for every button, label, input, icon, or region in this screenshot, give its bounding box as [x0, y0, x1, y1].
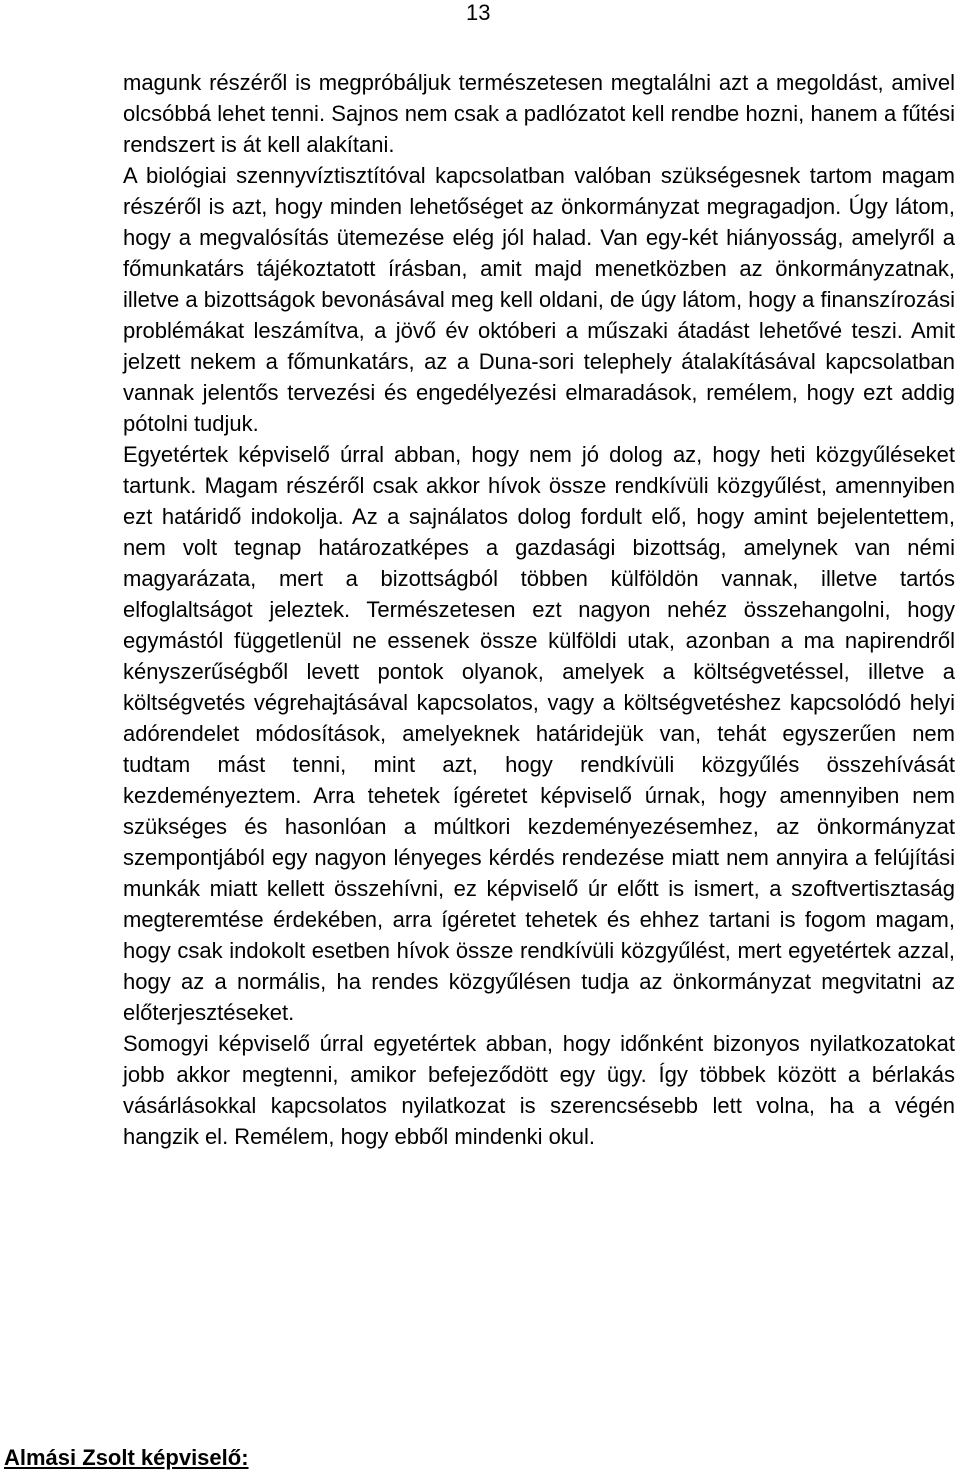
paragraph: Egyetértek képviselő úrral abban, hogy nem jó dolog az, hogy heti közgyűléseket tartunk. Magam részéről csak akkor hívok össze rendkívüli közgyűlést, amennyiben ezt határidő indokolja. Az a sajnálatos dolog fordult elő, hogy amint bejelentettem, nem volt tegnap határozatképes a gazdasági bizottság, amelynek van némi magyarázata, mert a bizottságból többen külföldön vannak, illetve tartós elfoglaltságot jeleztek. Természetesen ezt nagyon nehéz összehangolni, hogy egymástól függetlenül ne essenek össze külföldi utak, azonban a ma napirendről kényszerűségből levett pontok olyanok, amelyek a költségvetéssel, illetve a költségvetés végrehajtásával kapcsolatos, vagy a költségvetéshez kapcsolódó helyi adórendelet módosítások, amelyeknek határidejük van, tehát egyszerűen nem tudtam mást tenni, mint azt, hogy rendkívüli közgyűlés összehívását kezdeményeztem. Arra tehetek ígéretet képviselő úrnak, hogy amennyiben nem szükséges és hasonlóan a múltkori kezdeményezésemhez, az önkormányzat szempontjából egy nagyon lényeges kérdés rendezése miatt nem annyira a felújítási munkák miatt kellett összehívni, ez képviselő úr előtt is ismert, a szoftvertisztaság megteremtése érdekében, arra ígéretet tehetek és ehhez tartani is fogom magam, hogy csak indokolt esetben hívok össze rendkívüli közgyűlést, mert egyetértek azzal, hogy az a normális, ha rendes közgyűlésen tudja az önkormányzat megvitatni az előterjesztéseket. — [123, 442, 955, 1025]
page-number: 13 — [466, 0, 491, 25]
paragraph: magunk részéről is megpróbáljuk természetesen megtalálni azt a megoldást, amivel olcsóbbá lehet tenni. Sajnos nem csak a padlózatot kell rendbe hozni, hanem a fűtési rendszert is át kell alakítani. — [123, 70, 955, 157]
paragraph: A biológiai szennyvíztisztítóval kapcsolatban valóban szükségesnek tartom magam részéről is azt, hogy minden lehetőséget az önkormányzat megragadjon. Úgy látom, hogy a megvalósítás ütemezése elég jól halad. Van egy-két hiányosság, amelyről a főmunkatárs tájékoztatott írásban, amit majd menetközben az önkormányzatnak, illetve a bizottságok bevonásával meg kell oldani, de úgy látom, hogy a finanszírozási problémákat leszámítva, a jövő év októberi a műszaki átadást lehetővé teszi. Amit jelzett nekem a főmunkatárs, az a Duna-sori telephely átalakításával kapcsolatban vannak jelentős tervezési és engedélyezési elmaradások, remélem, hogy ezt addig pótolni tudjuk. — [123, 163, 955, 436]
speaker-heading: Almási Zsolt képviselő: — [4, 1445, 249, 1470]
paragraph: Somogyi képviselő úrral egyetértek abban, hogy időnként bizonyos nyilatkozatokat jobb akkor megtenni, amikor befejeződött egy ügy. Így többek között a bérlakás vásárlásokkal kapcsolatos nyilatkozat is szerencsésebb lett volna, ha a végén hangzik el. Remélem, hogy ebből mindenki okul. — [123, 1031, 955, 1149]
document-body — [123, 67, 955, 1152]
